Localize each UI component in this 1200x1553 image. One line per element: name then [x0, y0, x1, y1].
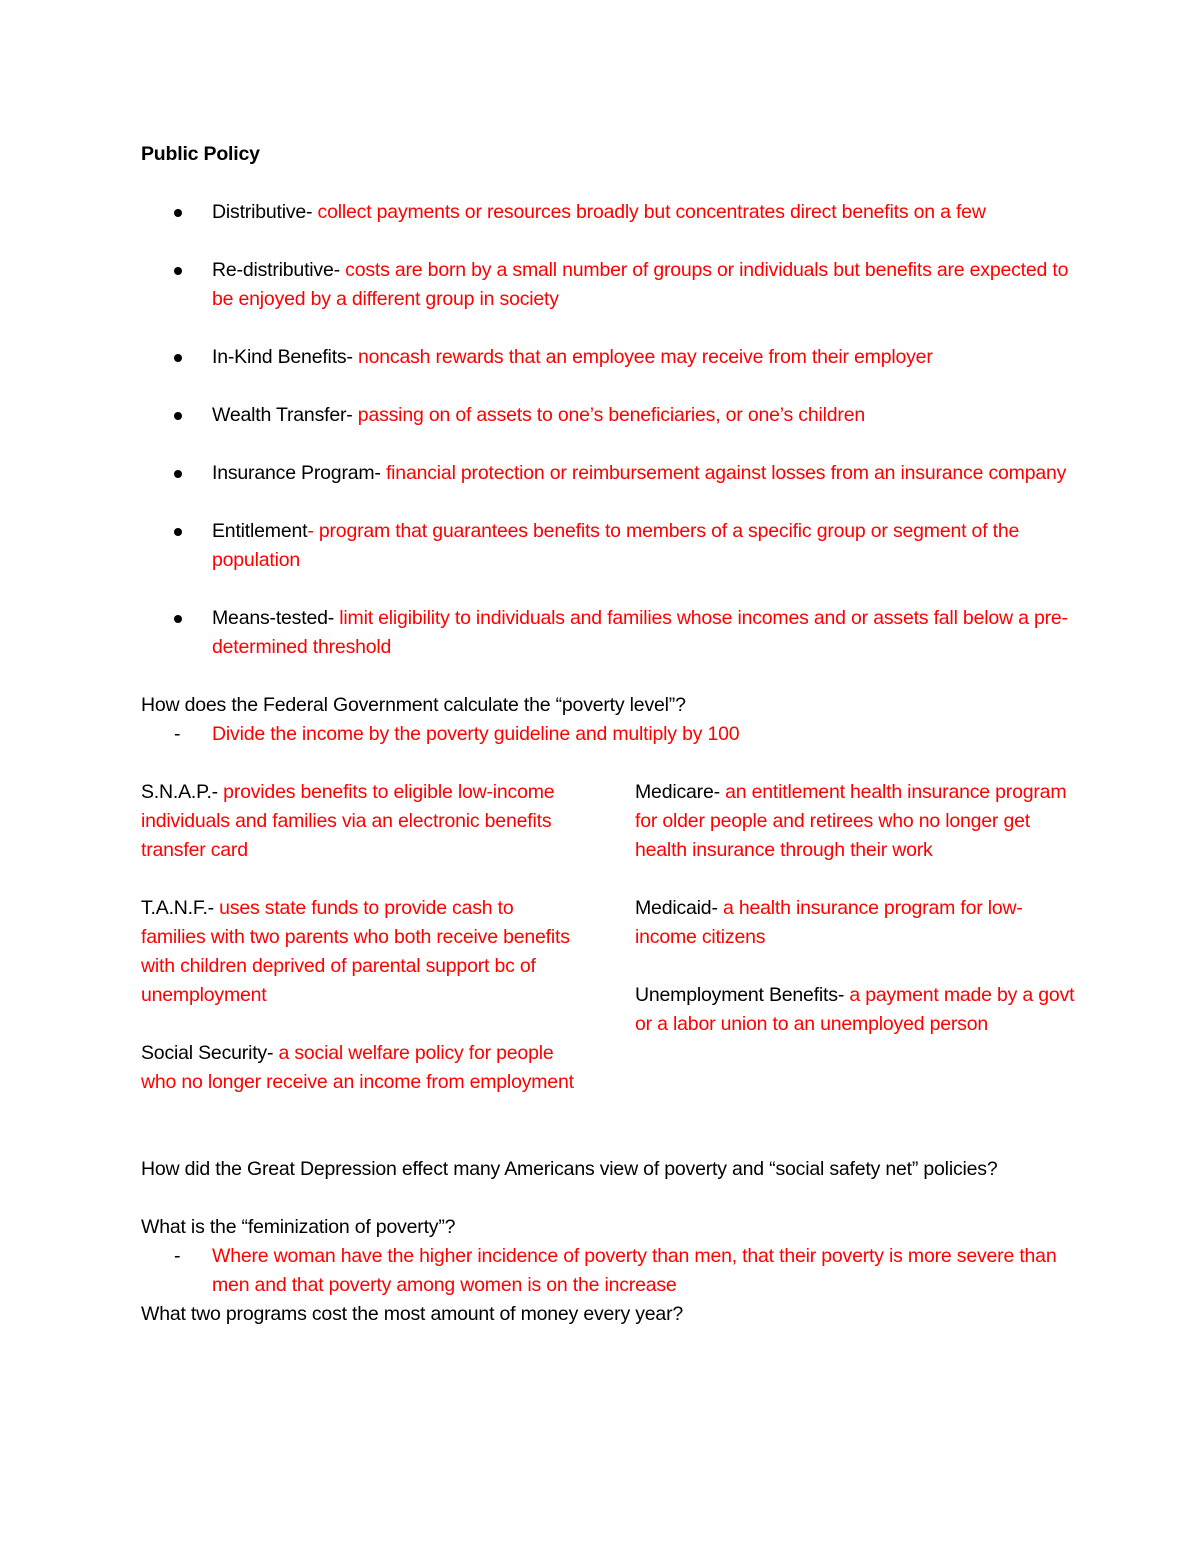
dash-marker: -: [174, 723, 181, 745]
term: Unemployment Benefits-: [635, 984, 845, 1006]
term: S.N.A.P.-: [141, 781, 218, 803]
left-column: [141, 778, 581, 1097]
term: Entitlement: [212, 520, 308, 542]
list-item: [141, 256, 1081, 314]
document-body: [141, 140, 1081, 1329]
definition: a payment made by a govt or a labor union to an unemployed person: [635, 984, 1075, 1035]
bullet-icon: [174, 528, 182, 536]
term: Means-tested-: [212, 607, 335, 629]
dash-marker: -: [174, 1245, 181, 1267]
program-entry: [635, 778, 1081, 865]
term: Wealth Transfer-: [212, 404, 353, 426]
definition: financial protection or reimbursement against losses from an insurance company: [380, 462, 1067, 484]
page-title: Public Policy: [141, 143, 260, 165]
term: Insurance Program-: [212, 462, 381, 484]
program-entry: [141, 894, 581, 1010]
term: Re-distributive-: [212, 259, 340, 281]
spacer: [141, 227, 1081, 256]
term: Medicare-: [635, 781, 720, 803]
term: Social Security-: [141, 1042, 274, 1064]
definition: provides benefits to eligible low-income individuals and families via an electronic benefits transfer card: [141, 781, 555, 861]
question-great-depression: How did the Great Depression effect many Americans view of poverty and “social safety net” policies?: [141, 1158, 998, 1180]
bullet-icon: [174, 615, 182, 623]
spacer: [141, 575, 1081, 604]
spacer: [141, 488, 1081, 517]
policy-types-list: [141, 198, 1081, 662]
term: Medicaid-: [635, 897, 718, 919]
list-item: [141, 604, 1081, 662]
bullet-icon: [174, 267, 182, 275]
definition: a health insurance program for low-income citizens: [635, 897, 1023, 948]
program-entry: [635, 981, 1081, 1039]
definition: passing on of assets to one’s beneficiaries, or one’s children: [352, 404, 865, 426]
term: T.A.N.F.-: [141, 897, 214, 919]
spacer: [141, 372, 1081, 401]
term: Distributive-: [212, 201, 313, 223]
term: In-Kind Benefits-: [212, 346, 353, 368]
bullet-icon: [174, 470, 182, 478]
list-item: [141, 343, 1081, 372]
spacer: [141, 314, 1081, 343]
program-entry: [141, 1039, 581, 1097]
list-item: [141, 517, 1081, 575]
program-entry: [141, 778, 581, 865]
program-entry: [635, 894, 1081, 952]
answer-text: Divide the income by the poverty guideline and multiply by 100: [212, 723, 740, 745]
answer-text: Where woman have the higher incidence of poverty than men, that their poverty is more severe than men and that poverty among women is on the increase: [212, 1245, 1057, 1296]
question-costly-programs: What two programs cost the most amount of money every year?: [141, 1303, 684, 1325]
definition: limit eligibility to individuals and families whose incomes and or assets fall below a pre-determined threshold: [212, 607, 1068, 658]
definition: - program that guarantees benefits to members of a specific group or segment of the population: [212, 520, 1020, 571]
bullet-icon: [174, 209, 182, 217]
question-poverty-level: How does the Federal Government calculate the “poverty level”?: [141, 694, 686, 716]
definition: a social welfare policy for people who no longer receive an income from employment: [141, 1042, 574, 1093]
answer-poverty-level: [141, 720, 1081, 749]
programs-columns: [141, 778, 1081, 1126]
bullet-icon: [174, 412, 182, 420]
definition: an entitlement health insurance program for older people and retirees who no longer get health insurance through their work: [635, 781, 1067, 861]
list-item: [141, 459, 1081, 488]
question-feminization: What is the “feminization of poverty”?: [141, 1216, 456, 1238]
bullet-icon: [174, 354, 182, 362]
definition: noncash rewards that an employee may receive from their employer: [352, 346, 933, 368]
answer-feminization: [141, 1242, 1081, 1300]
list-item: [141, 401, 1081, 430]
definition: costs are born by a small number of groups or individuals but benefits are expected to be enjoyed by a different group in society: [212, 259, 1069, 310]
definition: uses state funds to provide cash to families with two parents who both receive benefits with children deprived of parental support bc of unemployment: [141, 897, 570, 1006]
right-column: [635, 778, 1081, 1039]
spacer: [141, 430, 1081, 459]
definition: collect payments or resources broadly but concentrates direct benefits on a few: [312, 201, 986, 223]
list-item: [141, 198, 1081, 227]
